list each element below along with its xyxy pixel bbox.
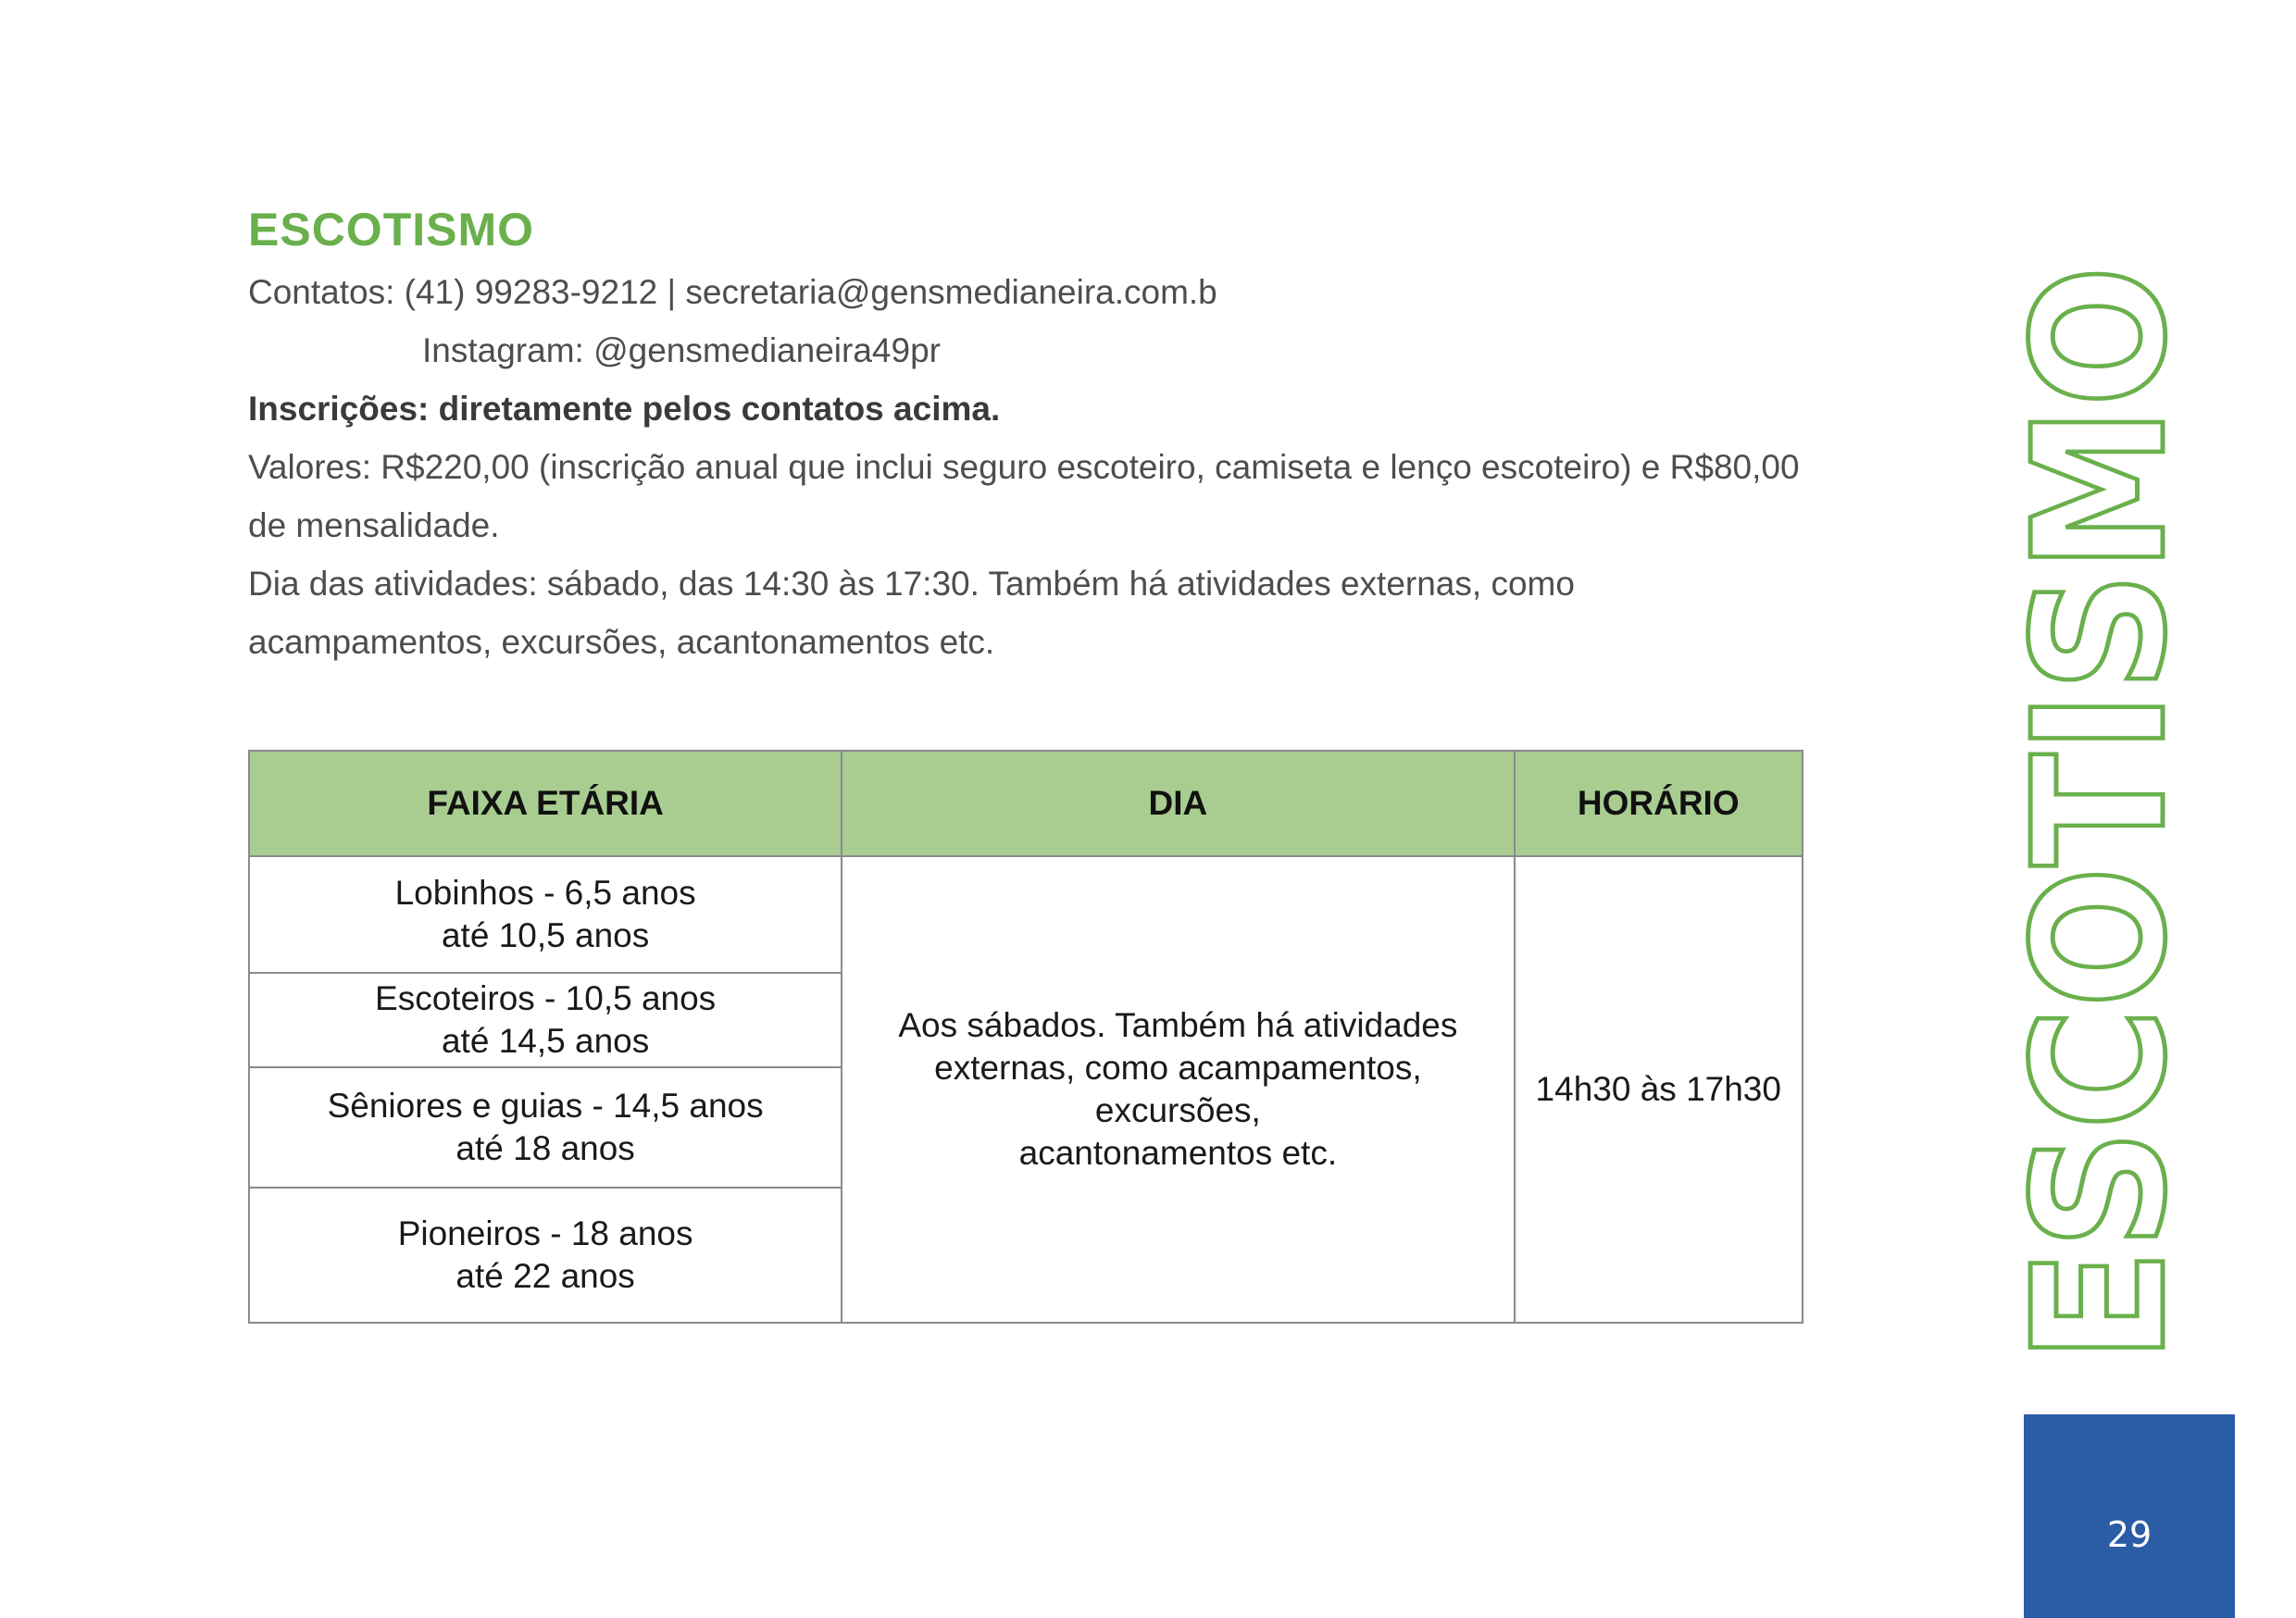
side-title-outline: [1995, 164, 2206, 1363]
time-cell: 14h30 às 17h30: [1515, 856, 1803, 1323]
header-day: DIA: [842, 751, 1514, 856]
content-area: [248, 204, 1803, 671]
age-group-name: Sêniores e guias - 14,5 anos: [327, 1087, 764, 1125]
age-group-cell: [249, 856, 842, 973]
day-text-line: acantonamentos etc.: [1018, 1134, 1338, 1172]
side-title-text: ESCOTISMO: [1995, 164, 2206, 1363]
header-age-group: FAIXA ETÁRIA: [249, 751, 842, 856]
day-text-line: Aos sábados. Também há atividades: [898, 1006, 1458, 1044]
instagram-line: Instagram: @gensmedianeira49pr: [422, 330, 941, 369]
table-header-row: [249, 751, 1803, 856]
age-group-name: Escoteiros - 10,5 anos: [375, 979, 717, 1017]
page-number-box: [2024, 1414, 2235, 1618]
page-number: 29: [2106, 1514, 2152, 1555]
contacts-line: Contatos: (41) 99283-9212 | secretaria@gensmedianeira.com.b: [248, 272, 1217, 311]
page-title: ESCOTISMO: [248, 204, 535, 255]
prices-paragraph: Valores: R$220,00 (inscrição anual que inclui seguro escoteiro, camiseta e lenço escoteiro) e R$80,00 de mensalidade.: [248, 447, 1800, 544]
age-group-range: até 10,5 anos: [441, 916, 650, 954]
age-group-range: até 14,5 anos: [441, 1022, 650, 1060]
age-group-cell: [249, 1067, 842, 1188]
age-group-name: Lobinhos - 6,5 anos: [394, 874, 696, 912]
activities-paragraph: Dia das atividades: sábado, das 14:30 às 17:30. Também há atividades externas, como acampamentos, excursões, acantonamentos etc.: [248, 564, 1575, 661]
registration-line: Inscrições: diretamente pelos contatos acima.: [248, 389, 1001, 428]
schedule-table: [248, 750, 1803, 1324]
day-text-line: externas, como acampamentos, excursões,: [934, 1049, 1422, 1129]
day-cell: [842, 856, 1514, 1323]
age-group-name: Pioneiros - 18 anos: [397, 1214, 693, 1252]
table-row: [249, 856, 1803, 973]
age-group-cell: [249, 973, 842, 1067]
header-time: HORÁRIO: [1515, 751, 1803, 856]
age-group-range: até 18 anos: [455, 1129, 635, 1167]
age-group-range: até 22 anos: [455, 1257, 635, 1295]
age-group-cell: [249, 1188, 842, 1323]
